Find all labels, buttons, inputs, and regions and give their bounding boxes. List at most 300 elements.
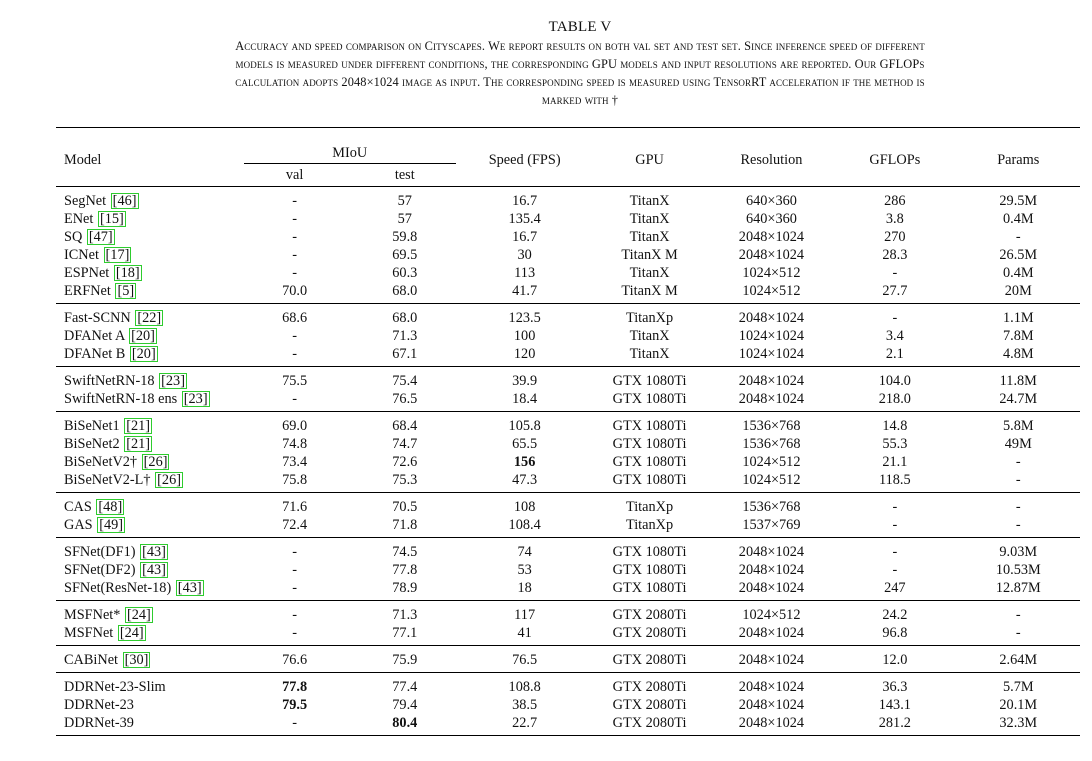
cell-gflops: 104.0 xyxy=(878,373,911,389)
citation-link[interactable]: [23] xyxy=(183,391,208,407)
cell-val: 73.4 xyxy=(282,454,308,470)
citation-number: 15 xyxy=(104,211,120,227)
cell-speed: 156 xyxy=(513,454,536,470)
cell-gflops: 55.3 xyxy=(882,436,908,452)
cell-gpu: TitanX M xyxy=(621,247,678,263)
cell-val: 71.6 xyxy=(282,499,308,515)
cell-gpu: TitanX xyxy=(629,193,670,209)
cell-speed: 41.7 xyxy=(512,283,538,299)
miou-underline xyxy=(244,163,456,164)
cell-test: 69.5 xyxy=(392,247,418,263)
cell-gflops: 286 xyxy=(884,193,906,209)
table-row xyxy=(56,516,1080,538)
cell-model xyxy=(56,210,240,228)
citation-link[interactable]: [26] xyxy=(143,454,168,470)
table-group xyxy=(56,673,1080,736)
cell-gpu: GTX 2080Ti xyxy=(612,697,687,713)
cell-resolution: 2048×1024 xyxy=(738,625,805,641)
cell-resolution: 2048×1024 xyxy=(738,580,805,596)
model-name: MSFNet xyxy=(64,625,114,641)
cell-gpu: TitanX xyxy=(629,346,670,362)
model-name: SegNet xyxy=(64,193,107,209)
cell-test: 70.5 xyxy=(392,499,418,515)
cell-test: 78.9 xyxy=(392,580,418,596)
citation-link[interactable]: [46] xyxy=(112,193,137,209)
cell-gpu: GTX 2080Ti xyxy=(612,607,687,623)
cell-resolution: 2048×1024 xyxy=(738,679,805,695)
citation-link[interactable]: [23] xyxy=(161,373,185,389)
cell-speed: 53 xyxy=(517,562,532,578)
cell-gpu: GTX 1080Ti xyxy=(612,373,687,389)
model-name: GAS xyxy=(64,517,93,533)
cell-val: - xyxy=(292,328,298,344)
table-row xyxy=(56,538,1080,562)
cell-test: 57 xyxy=(397,193,412,209)
cell-test: 68.4 xyxy=(392,418,418,434)
header-params: Params xyxy=(957,128,1080,187)
cell-gflops: 3.8 xyxy=(885,211,904,227)
citation-link[interactable]: [18] xyxy=(115,265,140,281)
cell-model xyxy=(56,327,240,345)
cell-params: 0.4M xyxy=(1002,211,1034,227)
cell-model xyxy=(56,516,240,538)
cell-params: 1.1M xyxy=(1002,310,1034,326)
cell-gpu: TitanXp xyxy=(625,517,674,533)
cell-gpu: GTX 1080Ti xyxy=(612,580,687,596)
cell-gpu: GTX 1080Ti xyxy=(612,391,687,407)
cell-speed: 30 xyxy=(517,247,532,263)
cell-resolution: 2048×1024 xyxy=(738,652,805,668)
cell-resolution: 1536×768 xyxy=(742,436,801,452)
model-name: DFANet A xyxy=(64,328,125,344)
cell-gpu: TitanX xyxy=(629,328,670,344)
cell-speed: 18 xyxy=(517,580,532,596)
cell-val: 75.8 xyxy=(282,472,308,488)
cell-val: - xyxy=(292,391,298,407)
header-miou-label: MIoU xyxy=(332,145,368,161)
cell-gpu: TitanX xyxy=(629,265,670,281)
cell-val: - xyxy=(292,247,298,263)
header-gpu: GPU xyxy=(589,128,709,187)
cell-resolution: 640×360 xyxy=(745,193,797,209)
cell-params: 10.53M xyxy=(995,562,1041,578)
table-row xyxy=(56,390,1080,412)
caption-line-4: marked with † xyxy=(541,93,619,107)
model-name: DDRNet-39 xyxy=(64,715,134,731)
cell-test: 75.9 xyxy=(392,652,418,668)
table-group xyxy=(56,601,1080,646)
cell-gflops: 14.8 xyxy=(882,418,908,434)
citation-number: 46 xyxy=(117,193,132,209)
model-name: BiSeNetV2-L† xyxy=(64,472,151,488)
cell-val: 75.5 xyxy=(282,373,308,389)
cell-model xyxy=(56,561,240,579)
cell-gflops: - xyxy=(892,562,898,578)
cell-speed: 76.5 xyxy=(512,652,538,668)
citation-link[interactable]: [20] xyxy=(131,328,155,344)
cell-params: - xyxy=(1015,607,1021,623)
cell-resolution: 1024×512 xyxy=(742,265,801,281)
model-name: ERFNet xyxy=(64,283,111,299)
cell-resolution: 2048×1024 xyxy=(738,229,805,245)
cell-speed: 16.7 xyxy=(512,193,538,209)
table-title: TABLE V xyxy=(548,19,612,35)
cell-speed: 65.5 xyxy=(512,436,538,452)
cell-gpu: TitanX xyxy=(629,211,670,227)
cell-gpu: GTX 1080Ti xyxy=(612,436,687,452)
cell-val: 72.4 xyxy=(282,517,308,533)
cell-test: 60.3 xyxy=(392,265,418,281)
cell-gpu: GTX 2080Ti xyxy=(612,715,687,731)
cell-resolution: 2048×1024 xyxy=(738,247,805,263)
table-row xyxy=(56,304,1080,328)
cell-gpu: GTX 1080Ti xyxy=(612,562,687,578)
cell-gflops: - xyxy=(892,265,898,281)
cell-gflops: 281.2 xyxy=(878,715,911,731)
cell-model xyxy=(56,601,240,625)
citation-link[interactable]: [49] xyxy=(99,517,124,533)
cell-speed: 41 xyxy=(517,625,532,641)
cell-params: - xyxy=(1015,499,1021,515)
cell-val: 69.0 xyxy=(282,418,308,434)
model-name: MSFNet* xyxy=(64,607,121,623)
cell-val: - xyxy=(292,607,298,623)
header-val: val xyxy=(285,166,304,183)
cell-params: - xyxy=(1015,472,1021,488)
table-row xyxy=(56,696,1080,714)
cell-model xyxy=(56,493,240,517)
cell-resolution: 1024×512 xyxy=(742,283,801,299)
cell-val: - xyxy=(292,229,298,245)
citation-number: 5 xyxy=(122,283,130,299)
cell-model xyxy=(56,187,240,211)
citation-link[interactable]: [43] xyxy=(142,544,166,560)
table-group xyxy=(56,412,1080,493)
table-row xyxy=(56,367,1080,391)
cell-test: 71.3 xyxy=(392,328,418,344)
cell-speed: 22.7 xyxy=(512,715,538,731)
cell-gflops: 247 xyxy=(884,580,906,596)
header-speed: Speed (FPS) xyxy=(460,128,590,187)
cell-val: 70.0 xyxy=(282,283,308,299)
cell-model xyxy=(56,579,240,601)
cell-params: 26.5M xyxy=(999,247,1038,263)
cell-gpu: TitanX xyxy=(629,229,670,245)
cell-params: 7.8M xyxy=(1002,328,1034,344)
cell-gpu: GTX 1080Ti xyxy=(612,418,687,434)
cell-val: - xyxy=(292,625,298,641)
cell-params: 24.7M xyxy=(999,391,1038,407)
table-group xyxy=(56,304,1080,367)
table-row xyxy=(56,453,1080,471)
cell-test: 77.4 xyxy=(392,679,418,695)
cell-gflops: 24.2 xyxy=(882,607,908,623)
cell-test: 75.3 xyxy=(392,472,418,488)
cell-test: 75.4 xyxy=(392,373,418,389)
cell-test: 74.5 xyxy=(392,544,418,560)
cell-resolution: 2048×1024 xyxy=(738,373,805,389)
cell-params: - xyxy=(1015,517,1021,533)
cell-gpu: TitanXp xyxy=(625,310,674,326)
model-name: SwiftNetRN-18 xyxy=(64,373,155,389)
table-row xyxy=(56,345,1080,367)
cell-params: 4.8M xyxy=(1002,346,1034,362)
table-group xyxy=(56,538,1080,601)
cell-gflops: 118.5 xyxy=(879,472,911,488)
table-group xyxy=(56,493,1080,538)
cell-speed: 100 xyxy=(513,328,536,344)
cell-resolution: 2048×1024 xyxy=(738,715,805,731)
citation-link[interactable]: [47] xyxy=(88,229,113,245)
cell-val: - xyxy=(292,544,298,560)
cell-test: 68.0 xyxy=(392,283,418,299)
table-row xyxy=(56,210,1080,228)
model-name: SFNet(DF2) xyxy=(64,562,136,578)
citation-number: 47 xyxy=(93,229,108,245)
citation-number: 30 xyxy=(129,652,144,668)
cell-speed: 120 xyxy=(513,346,536,362)
cell-speed: 108.8 xyxy=(508,679,541,695)
cell-resolution: 640×360 xyxy=(745,211,797,227)
model-name: ENet xyxy=(64,211,94,227)
table-row xyxy=(56,646,1080,673)
cell-params: 5.7M xyxy=(1002,679,1034,695)
cell-params: - xyxy=(1015,229,1021,245)
cell-gpu: GTX 1080Ti xyxy=(612,454,687,470)
cell-model xyxy=(56,345,240,367)
cell-gflops: 12.0 xyxy=(882,652,908,668)
cell-speed: 113 xyxy=(514,265,536,281)
cell-val: - xyxy=(292,562,298,578)
table-row xyxy=(56,579,1080,601)
model-name: BiSeNet2 xyxy=(64,436,120,452)
cell-speed: 105.8 xyxy=(508,418,541,434)
cell-resolution: 1536×768 xyxy=(742,499,801,515)
cell-params: 32.3M xyxy=(999,715,1038,731)
cell-model xyxy=(56,390,240,412)
cell-gpu: GTX 1080Ti xyxy=(612,544,687,560)
citation-number: 21 xyxy=(130,436,146,452)
model-name: SwiftNetRN-18 ens xyxy=(64,391,178,407)
cell-model xyxy=(56,246,240,264)
cell-test: 71.3 xyxy=(392,607,418,623)
cell-test: 72.6 xyxy=(392,454,418,470)
table-row xyxy=(56,228,1080,246)
cell-speed: 38.5 xyxy=(512,697,538,713)
cell-model xyxy=(56,412,240,436)
table-row xyxy=(56,187,1080,211)
header-test: test xyxy=(394,166,415,183)
table-row xyxy=(56,714,1080,736)
cell-gflops: 143.1 xyxy=(878,697,911,713)
cell-speed: 135.4 xyxy=(508,211,541,227)
citation-link[interactable]: [5] xyxy=(117,283,135,299)
cell-speed: 18.4 xyxy=(512,391,538,407)
cell-model xyxy=(56,673,240,697)
table-header xyxy=(56,128,1080,187)
table-row xyxy=(56,264,1080,282)
cell-val: - xyxy=(292,715,298,731)
cell-gpu: GTX 1080Ti xyxy=(612,472,687,488)
table-row xyxy=(56,327,1080,345)
citation-number: 18 xyxy=(120,265,135,281)
citation-link[interactable]: [17] xyxy=(105,247,130,263)
cell-gpu: TitanX M xyxy=(621,283,678,299)
comparison-table-container xyxy=(56,127,1080,736)
model-name: ICNet xyxy=(64,247,99,263)
citation-number: 22 xyxy=(142,310,157,326)
model-name: DDRNet-23-Slim xyxy=(64,679,166,695)
cell-model xyxy=(56,538,240,562)
cell-gflops: 27.7 xyxy=(882,283,908,299)
model-name: DDRNet-23 xyxy=(64,697,134,713)
table-row xyxy=(56,561,1080,579)
citation-link[interactable]: [21] xyxy=(126,418,151,434)
citation-link[interactable]: [24] xyxy=(119,625,144,641)
cell-model xyxy=(56,453,240,471)
cell-resolution: 2048×1024 xyxy=(738,697,805,713)
citation-number: 43 xyxy=(182,580,197,596)
cell-speed: 123.5 xyxy=(508,310,541,326)
cell-test: 79.4 xyxy=(392,697,418,713)
cell-test: 71.8 xyxy=(392,517,418,533)
cell-gflops: 218.0 xyxy=(878,391,911,407)
caption-line-2: models is measured under different conditions, the corresponding GPU models and input resolutions are reported. Our GFLOPs xyxy=(235,57,925,71)
model-name: BiSeNetV2† xyxy=(64,454,138,470)
cell-gpu: GTX 2080Ti xyxy=(612,679,687,695)
cell-speed: 108 xyxy=(513,499,536,515)
table-row xyxy=(56,493,1080,517)
cell-test: 57 xyxy=(397,211,412,227)
cell-params: 20M xyxy=(1004,283,1032,299)
cell-speed: 16.7 xyxy=(512,229,538,245)
model-name: SFNet(ResNet-18) xyxy=(64,580,172,596)
caption-line-1: Accuracy and speed comparison on Cityscapes. We report results on both val set and test set. Since inference speed of different xyxy=(235,39,925,53)
cell-gflops: 2.1 xyxy=(885,346,904,362)
table-row xyxy=(56,471,1080,493)
cell-gflops: 96.8 xyxy=(882,625,908,641)
cell-params: 29.5M xyxy=(999,193,1038,209)
table-group xyxy=(56,646,1080,673)
citation-number: 23 xyxy=(165,373,181,389)
citation-link[interactable]: [21] xyxy=(126,436,151,452)
cell-model xyxy=(56,646,240,673)
cell-model xyxy=(56,304,240,328)
cell-resolution: 1024×1024 xyxy=(738,328,805,344)
citation-number: 17 xyxy=(110,247,125,263)
cell-gpu: GTX 2080Ti xyxy=(612,652,687,668)
cell-params: 11.8M xyxy=(999,373,1037,389)
model-name: DFANet B xyxy=(64,346,126,362)
cell-params: 12.87M xyxy=(995,580,1041,596)
cell-gflops: 3.4 xyxy=(885,328,904,344)
header-resolution: Resolution xyxy=(710,128,833,187)
cell-params: 49M xyxy=(1004,436,1032,452)
table-row xyxy=(56,412,1080,436)
cell-model xyxy=(56,264,240,282)
citation-number: 23 xyxy=(188,391,203,407)
citation-link[interactable]: [22] xyxy=(137,310,162,326)
cell-resolution: 1536×768 xyxy=(742,418,801,434)
citation-link[interactable]: [15] xyxy=(99,211,124,227)
cell-gflops: 270 xyxy=(884,229,906,245)
cell-gflops: - xyxy=(892,499,898,515)
cell-model xyxy=(56,228,240,246)
caption-line-3: calculation adopts 2048×1024 image as input. The corresponding speed is measured using TensorRT acceleration if the method is xyxy=(235,75,925,89)
cell-resolution: 1537×769 xyxy=(742,517,801,533)
table-caption xyxy=(40,18,1092,109)
cell-test: 68.0 xyxy=(392,310,418,326)
header-gflops: GFLOPs xyxy=(833,128,956,187)
model-name: CABiNet xyxy=(64,652,119,668)
model-name: BiSeNet1 xyxy=(64,418,120,434)
cell-val: 74.8 xyxy=(282,436,308,452)
citation-number: 43 xyxy=(146,562,162,578)
cell-test: 59.8 xyxy=(392,229,418,245)
table-group xyxy=(56,367,1080,412)
cell-val: - xyxy=(292,346,298,362)
cell-test: 67.1 xyxy=(392,346,418,362)
citation-number: 26 xyxy=(161,472,177,488)
header-model: Model xyxy=(56,128,240,187)
citation-link[interactable]: [43] xyxy=(142,562,166,578)
cell-gpu: TitanXp xyxy=(625,499,674,515)
cell-val: - xyxy=(292,265,298,281)
citation-link[interactable]: [26] xyxy=(157,472,181,488)
cell-test: 74.7 xyxy=(392,436,418,452)
table-row xyxy=(56,282,1080,304)
cell-gflops: - xyxy=(892,544,898,560)
model-name: CAS xyxy=(64,499,92,515)
citation-link[interactable]: [48] xyxy=(98,499,123,515)
cell-gflops: - xyxy=(892,310,898,326)
cell-resolution: 2048×1024 xyxy=(738,544,805,560)
citation-number: 24 xyxy=(124,625,139,641)
citation-number: 20 xyxy=(135,328,151,344)
citation-link[interactable]: [24] xyxy=(126,607,151,623)
citation-number: 49 xyxy=(103,517,119,533)
citation-number: 48 xyxy=(103,499,118,515)
cell-model xyxy=(56,367,240,391)
cell-val: 76.6 xyxy=(282,652,308,668)
cell-params: 2.64M xyxy=(999,652,1038,668)
cell-model xyxy=(56,714,240,736)
cell-val: - xyxy=(292,193,298,209)
cell-resolution: 2048×1024 xyxy=(738,310,805,326)
cell-resolution: 1024×1024 xyxy=(738,346,805,362)
cell-resolution: 2048×1024 xyxy=(738,391,805,407)
citation-link[interactable]: [20] xyxy=(131,346,156,362)
cell-params: 9.03M xyxy=(999,544,1038,560)
citation-link[interactable]: [30] xyxy=(124,652,149,668)
citation-number: 26 xyxy=(148,454,163,470)
model-name: ESPNet xyxy=(64,265,110,281)
cell-gflops: 36.3 xyxy=(882,679,908,695)
cell-val: - xyxy=(292,580,298,596)
cell-params: 5.8M xyxy=(1002,418,1034,434)
cell-test: 77.8 xyxy=(392,562,418,578)
cell-model xyxy=(56,624,240,646)
cell-model xyxy=(56,696,240,714)
cell-gflops: 21.1 xyxy=(882,454,908,470)
cell-params: - xyxy=(1015,625,1021,641)
citation-number: 20 xyxy=(136,346,151,362)
cell-model xyxy=(56,282,240,304)
cell-speed: 117 xyxy=(514,607,536,623)
citation-link[interactable]: [43] xyxy=(177,580,202,596)
table-row xyxy=(56,601,1080,625)
citation-number: 43 xyxy=(146,544,162,560)
